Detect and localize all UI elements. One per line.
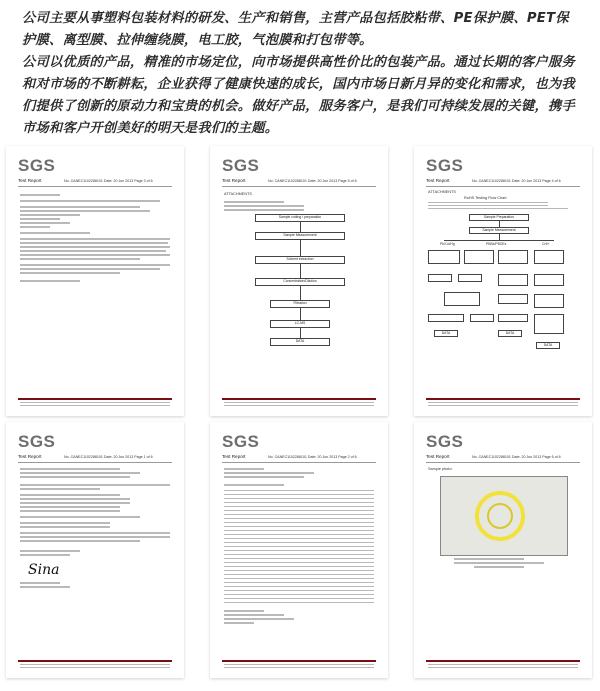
footer-bar xyxy=(18,398,172,400)
divider xyxy=(222,462,376,463)
text-line xyxy=(224,598,374,599)
text-line xyxy=(20,246,170,248)
text-line xyxy=(224,570,374,571)
flow-box xyxy=(498,274,528,286)
doc-header: Test Report xyxy=(222,178,246,183)
text-line xyxy=(20,472,140,474)
text-line xyxy=(20,667,170,668)
flow-connector xyxy=(300,286,301,300)
text-line xyxy=(20,664,170,665)
flow-box xyxy=(498,314,528,322)
text-line xyxy=(224,518,374,519)
text-line xyxy=(20,494,120,496)
text-line xyxy=(428,202,548,203)
text-line xyxy=(20,206,140,208)
text-line xyxy=(20,540,140,542)
intro-paragraph-1: 公司主要从事塑料包装材料的研发、生产和销售，主营产品包括胶粘带、PE保护膜、PET保护膜、离型膜、拉伸缠绕膜，电工胶，气泡膜和打包带等。 xyxy=(22,11,569,48)
sgs-logo: SGS xyxy=(222,156,260,175)
flow-box xyxy=(428,274,452,282)
text-line xyxy=(224,506,374,507)
footer-bar xyxy=(426,398,580,400)
flow-step: Sample Measurement xyxy=(469,227,529,234)
text-line xyxy=(474,566,524,568)
text-line xyxy=(20,222,70,224)
text-line xyxy=(20,272,120,274)
intro-paragraph-2: 公司以优质的产品，精准的市场定位，向市场提供高性价比的包装产品。通过长期的客户服务和对市场的不断耕耘，企业获得了健康快速的成长，国内市场日新月异的变化和需求，也为我们提供了创新的原动力和宝贵的机会。做好产品，服务客户，是我们可持续发展的关键，携手市场和客户开创美好的明天是我们的主题。 xyxy=(22,55,575,136)
flow-subtitle: RoHS Testing Flow Chart xyxy=(464,196,507,200)
flow-step: LC-MS xyxy=(270,320,330,328)
text-line xyxy=(224,514,374,515)
text-line xyxy=(20,218,60,220)
flow-step: Sample Measurement xyxy=(255,232,345,240)
flow-box xyxy=(464,250,494,264)
text-line xyxy=(20,226,50,228)
text-line xyxy=(20,200,160,202)
flow-branch: Pb/Cd/Hg xyxy=(440,242,455,246)
text-line xyxy=(20,258,140,260)
text-line xyxy=(224,602,374,603)
flow-step: DATA xyxy=(498,330,522,337)
flow-box xyxy=(498,250,528,264)
certificate-page-6[interactable] xyxy=(414,422,592,678)
text-line xyxy=(224,594,374,595)
flow-title: ATTACHMENTS xyxy=(428,190,456,194)
text-line xyxy=(20,268,160,270)
text-line xyxy=(224,205,304,207)
flow-box xyxy=(470,314,494,322)
text-line xyxy=(224,558,374,559)
text-line xyxy=(224,578,374,579)
intro-text xyxy=(22,8,582,140)
flow-title: ATTACHMENTS xyxy=(224,192,252,196)
text-line xyxy=(20,536,170,538)
flow-box xyxy=(458,274,482,282)
text-line xyxy=(224,405,374,406)
text-line xyxy=(224,510,374,511)
footer-bar xyxy=(222,398,376,400)
text-line xyxy=(224,554,374,555)
footer-bar xyxy=(222,660,376,662)
text-line xyxy=(224,498,374,499)
text-line xyxy=(428,405,578,406)
text-line xyxy=(20,484,170,486)
text-line xyxy=(224,534,374,535)
text-line xyxy=(428,208,568,209)
text-line xyxy=(20,532,170,534)
flow-step: Solvent extraction xyxy=(255,256,345,264)
text-line xyxy=(20,550,80,552)
doc-header: Test Report xyxy=(18,178,42,183)
text-line xyxy=(444,240,554,241)
divider xyxy=(426,186,580,187)
flow-box xyxy=(534,314,564,334)
divider xyxy=(18,186,172,187)
text-line xyxy=(224,201,284,203)
text-line xyxy=(20,526,110,528)
certificate-page-5[interactable] xyxy=(210,146,388,416)
text-line xyxy=(20,250,166,252)
text-line xyxy=(224,530,374,531)
text-line xyxy=(224,610,264,612)
text-line xyxy=(224,494,374,495)
doc-number: No. CANEC1102288101 Date: 20 Jun 2013 Page 2 of 6 xyxy=(268,455,357,459)
text-line xyxy=(224,490,374,491)
text-line xyxy=(224,618,294,620)
text-line xyxy=(20,502,130,504)
text-line xyxy=(20,468,120,470)
sgs-logo: SGS xyxy=(18,432,56,451)
text-line xyxy=(20,516,140,518)
text-line xyxy=(20,554,70,556)
certificate-page-4[interactable] xyxy=(414,146,592,416)
text-line xyxy=(428,402,578,403)
divider xyxy=(426,462,580,463)
text-line xyxy=(224,526,374,527)
doc-number: No. CANEC1102288101 Date: 20 Jun 2013 Page 1 of 6 xyxy=(64,455,153,459)
doc-number: No. CANEC1102288101 Date: 20 Jun 2013 Page 3 of 6 xyxy=(64,179,153,183)
text-line xyxy=(20,506,120,508)
sgs-logo: SGS xyxy=(426,432,464,451)
flow-step: Sample cutting / preparation xyxy=(255,214,345,222)
doc-header: Test Report xyxy=(18,454,42,459)
text-line xyxy=(454,558,524,560)
text-line xyxy=(20,210,150,212)
flow-branch: PBBs/PBDEs xyxy=(486,242,507,246)
sgs-logo: SGS xyxy=(426,156,464,175)
text-line xyxy=(224,402,374,403)
text-line xyxy=(20,522,110,524)
text-line xyxy=(224,546,374,547)
footer-bar xyxy=(426,660,580,662)
doc-header: Test Report xyxy=(222,454,246,459)
text-line xyxy=(428,667,578,668)
text-line xyxy=(224,472,314,474)
flow-step: DATA xyxy=(434,330,458,337)
text-line xyxy=(224,562,374,563)
text-line xyxy=(20,264,170,266)
text-line xyxy=(20,586,70,588)
text-line xyxy=(224,586,374,587)
text-line xyxy=(428,205,548,206)
flow-step: Filtration xyxy=(270,300,330,308)
flow-box xyxy=(534,294,564,308)
flow-connector xyxy=(300,264,301,278)
sample-photo xyxy=(440,476,568,556)
text-line xyxy=(20,214,80,216)
text-line xyxy=(224,574,374,575)
text-line xyxy=(20,232,90,234)
doc-header: Test Report xyxy=(426,178,450,183)
text-line xyxy=(20,498,130,500)
flow-step: Concentration/Dilution xyxy=(255,278,345,286)
doc-number: No. CANEC1102288101 Date: 20 Jun 2013 Page 4 of 6 xyxy=(472,179,561,183)
text-line xyxy=(224,614,284,616)
sgs-logo: SGS xyxy=(222,432,260,451)
footer-bar xyxy=(18,660,172,662)
text-line xyxy=(428,664,578,665)
flow-connector xyxy=(300,328,301,338)
flow-box xyxy=(444,292,480,306)
divider xyxy=(18,462,172,463)
text-line xyxy=(224,484,284,486)
text-line xyxy=(224,582,374,583)
text-line xyxy=(224,476,304,478)
text-line xyxy=(224,566,374,567)
flow-box xyxy=(428,314,464,322)
text-line xyxy=(224,664,374,665)
text-line xyxy=(454,562,544,564)
doc-header: Test Report xyxy=(426,454,450,459)
text-line xyxy=(20,242,168,244)
text-line xyxy=(20,405,170,406)
text-line xyxy=(224,209,304,211)
text-line xyxy=(20,510,120,512)
flow-step: DATA xyxy=(270,338,330,346)
signature: Sina xyxy=(28,562,60,578)
text-line xyxy=(224,667,374,668)
divider xyxy=(222,186,376,187)
text-line xyxy=(224,468,264,470)
text-line xyxy=(20,476,130,478)
text-line xyxy=(224,590,374,591)
flow-step: Sample Preparation xyxy=(469,214,529,221)
text-line xyxy=(20,194,60,196)
text-line xyxy=(224,502,374,503)
text-line xyxy=(224,550,374,551)
text-line xyxy=(224,538,374,539)
text-line xyxy=(20,280,80,282)
text-line xyxy=(224,522,374,523)
text-line xyxy=(20,238,170,240)
doc-number: No. CANEC1102288101 Date: 20 Jun 2013 Page 5 of 6 xyxy=(268,179,357,183)
flow-connector xyxy=(300,222,301,232)
flow-box xyxy=(498,294,528,304)
flow-connector xyxy=(300,240,301,256)
text-line xyxy=(20,582,60,584)
flow-box xyxy=(428,250,460,264)
doc-number: No. CANEC1102288101 Date: 20 Jun 2013 Page 6 of 6 xyxy=(472,455,561,459)
flow-box xyxy=(534,274,564,286)
text-line xyxy=(224,542,374,543)
flow-step: DATA xyxy=(536,342,560,349)
photo-label: Sample photo: xyxy=(428,467,453,471)
certificate-page-3[interactable] xyxy=(6,146,184,416)
flow-branch: Cr6+ xyxy=(542,242,550,246)
sgs-logo: SGS xyxy=(18,156,56,175)
certificate-page-2[interactable] xyxy=(210,422,388,678)
text-line xyxy=(20,488,100,490)
text-line xyxy=(20,402,170,403)
flow-connector xyxy=(300,308,301,320)
text-line xyxy=(224,622,254,624)
text-line xyxy=(20,254,170,256)
certificate-page-1[interactable] xyxy=(6,422,184,678)
flow-box xyxy=(534,250,564,264)
